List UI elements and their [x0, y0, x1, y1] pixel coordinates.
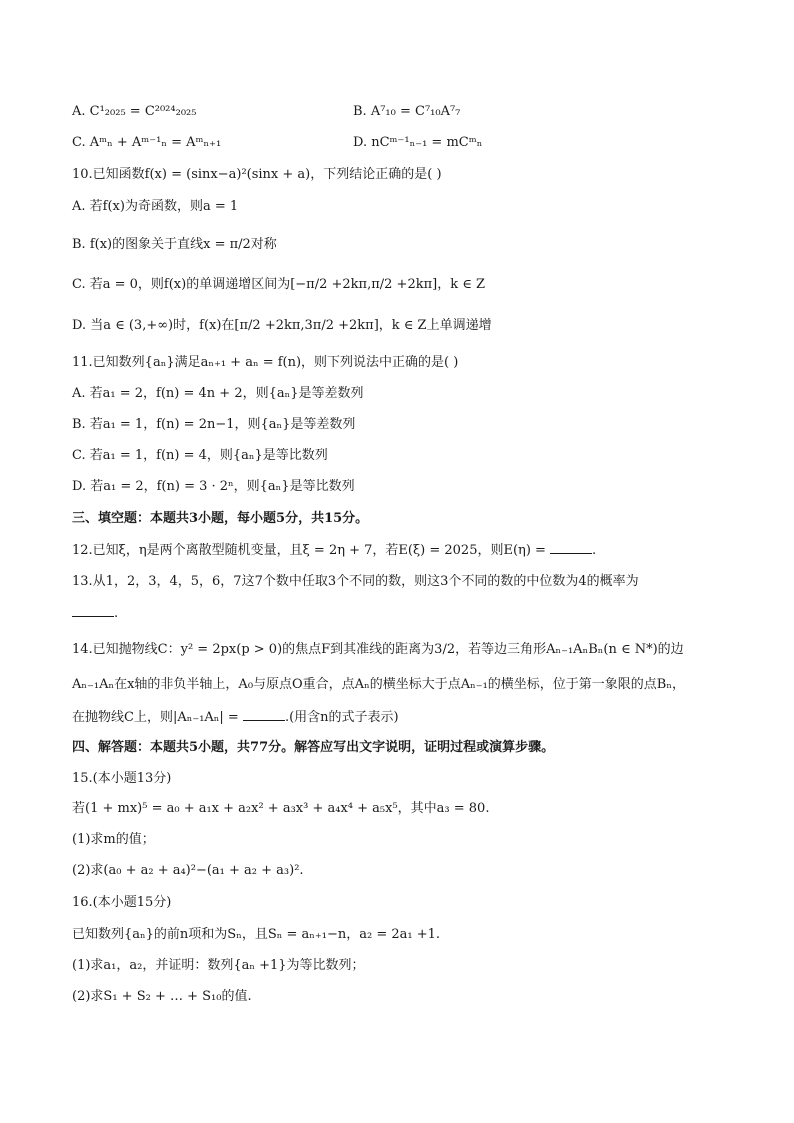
q14-answer-blank[interactable] [243, 708, 285, 721]
q9-option-a: A. C¹₂₀₂₅ = C²⁰²⁴₂₀₂₅ [72, 104, 197, 119]
q15-part-1: (1)求m的值； [72, 832, 155, 847]
q11-option-a: A. 若a₁ = 2，f(n) = 4n + 2，则{aₙ}是等差数列 [72, 386, 364, 401]
q11-option-c: C. 若a₁ = 1，f(n) = 4，则{aₙ}是等比数列 [72, 448, 328, 463]
q15-stem: 若(1 + mx)⁵ = a₀ + a₁x + a₂x² + a₃x³ + a₄x⁴ + a₅x⁵，其中a₃ = 80. [72, 801, 490, 816]
q16-part-2: (2)求S₁ + S₂ + … + S₁₀的值. [72, 989, 252, 1004]
q14-line-1: 14.已知抛物线C：y² = 2px(p > 0)的焦点F到其准线的距离为3/2，若等边三角形Aₙ₋₁AₙBₙ(n ∈ N*)的边 [72, 642, 684, 657]
q10-option-b: B. f(x)的图象关于直线x = π/2对称 [72, 237, 277, 252]
q14-line-3 [72, 708, 399, 727]
q13-answer-blank[interactable] [72, 604, 114, 617]
q9-option-b: B. A⁷₁₀ = C⁷₁₀A⁷₇ [353, 104, 461, 119]
q11-option-d: D. 若a₁ = 2，f(n) = 3 · 2ⁿ，则{aₙ}是等比数列 [72, 479, 355, 494]
q16-stem: 已知数列{aₙ}的前n项和为Sₙ，且Sₙ = aₙ₊₁−n，a₂ = 2a₁ +1. [72, 927, 440, 942]
q12-answer-blank[interactable] [550, 541, 592, 554]
q15-part-2: (2)求(a₀ + a₂ + a₄)²−(a₁ + a₂ + a₃)². [72, 863, 304, 878]
q15-title: 15.(本小题13分) [72, 771, 172, 786]
q10-option-c: C. 若a = 0，则f(x)的单调递增区间为[−π/2 +2kπ,π/2 +2kπ]，k ∈ Z [72, 277, 486, 292]
q14-text: 在抛物线C上，则|Aₙ₋₁Aₙ| = [72, 710, 243, 725]
q13-text: 13.从1，2，3，4，5，6，7这7个数中任取3个不同的数，则这3个不同的数的中位数为4的概率为 [72, 574, 639, 589]
q12-line [72, 541, 596, 560]
q16-title: 16.(本小题15分) [72, 895, 172, 910]
q14-line-2: Aₙ₋₁Aₙ在x轴的非负半轴上，A₀与原点O重合，点Aₙ的横坐标大于点Aₙ₋₁的横坐标，位于第一象限的点Bₙ， [72, 677, 685, 692]
q9-option-c: C. Aᵐₙ + Aᵐ⁻¹ₙ = Aᵐₙ₊₁ [72, 135, 222, 150]
q13-end: . [114, 606, 119, 621]
q12-text: 12.已知ξ，η是两个离散型随机变量，且ξ = 2η + 7，若E(ξ) = 2025，则E(η) = [72, 543, 551, 558]
q11-option-b: B. 若a₁ = 1，f(n) = 2n−1，则{aₙ}是等差数列 [72, 417, 356, 432]
q11-stem: 11.已知数列{aₙ}满足aₙ₊₁ + aₙ = f(n)，则下列说法中正确的是( ) [72, 355, 459, 370]
q14-tail: .(用含n的式子表示) [284, 710, 399, 725]
section-solution-heading: 四、解答题：本题共5小题，共77分。解答应写出文字说明，证明过程或演算步骤。 [72, 740, 555, 755]
q10-option-a: A. 若f(x)为奇函数，则a = 1 [72, 199, 239, 214]
q16-part-1: (1)求a₁，a₂，并证明：数列{aₙ +1}为等比数列； [72, 958, 365, 973]
q9-option-d: D. nCᵐ⁻¹ₙ₋₁ = mCᵐₙ [353, 135, 483, 150]
section-fill-in-heading: 三、填空题：本题共3小题，每小题5分，共15分。 [72, 511, 369, 526]
q12-end: . [592, 543, 597, 558]
q10-stem: 10.已知函数f(x) = (sinx−a)²(sinx + a)，下列结论正确的是( ) [72, 167, 442, 182]
q10-option-d: D. 当a ∈ (3,+∞)时，f(x)在[π/2 +2kπ,3π/2 +2kπ]，k ∈ Z上单调递增 [72, 318, 492, 333]
q13-answer-line [72, 604, 118, 623]
